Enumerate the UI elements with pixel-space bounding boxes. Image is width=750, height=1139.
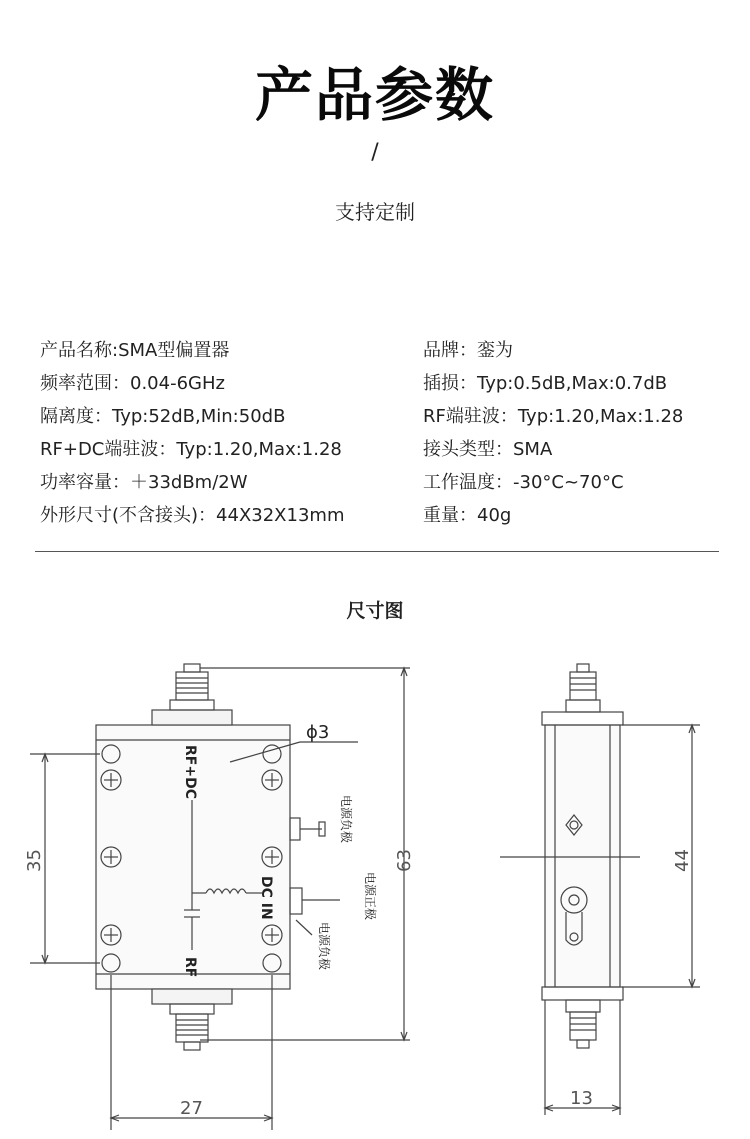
hole-label: ϕ3 bbox=[306, 722, 330, 743]
port-dc-in-label: DC IN bbox=[258, 876, 274, 920]
title-separator: / bbox=[371, 140, 379, 165]
page-subtitle: 支持定制 bbox=[335, 200, 415, 224]
spec-insertion-loss: 插损：Typ:0.5dB,Max:0.7dB bbox=[423, 373, 668, 394]
power-neg-label-2: 电源负极 bbox=[317, 922, 331, 971]
dim-44-label: 44 bbox=[672, 849, 693, 872]
page-title: 产品参数 bbox=[254, 61, 495, 129]
spec-product-name: 产品名称:SMA型偏置器 bbox=[40, 340, 230, 361]
spec-dimensions: 外形尺寸(不含接头)：44X32X13mm bbox=[40, 505, 345, 526]
spec-weight: 重量：40g bbox=[423, 505, 512, 526]
dim-13-label: 13 bbox=[570, 1088, 593, 1109]
port-rf-label: RF bbox=[182, 957, 198, 978]
dc-pins bbox=[290, 818, 340, 914]
side-view-body bbox=[542, 712, 623, 1000]
dim-63-label: 63 bbox=[394, 849, 415, 872]
bottom-sma-connector bbox=[152, 989, 232, 1050]
power-pos-label: 电源正极 bbox=[363, 872, 377, 921]
section-divider bbox=[35, 551, 719, 552]
spec-isolation: 隔离度：Typ:52dB,Min:50dB bbox=[40, 406, 286, 427]
dim-35-label: 35 bbox=[24, 849, 45, 872]
spec-rfdc-vswr: RF+DC端驻波：Typ:1.20,Max:1.28 bbox=[40, 439, 342, 460]
side-bottom-connector bbox=[566, 1000, 600, 1048]
spec-temperature: 工作温度：-30°C~70°C bbox=[423, 472, 624, 493]
top-sma-connector bbox=[152, 664, 232, 725]
dimension-drawing bbox=[0, 640, 750, 1139]
dim-27-label: 27 bbox=[180, 1098, 203, 1119]
spec-connector: 接头类型：SMA bbox=[423, 439, 553, 460]
dimension-drawing-title: 尺寸图 bbox=[346, 600, 404, 622]
side-top-connector bbox=[566, 664, 600, 712]
port-rf-dc-label: RF+DC bbox=[182, 745, 198, 799]
spec-rf-vswr: RF端驻波：Typ:1.20,Max:1.28 bbox=[423, 406, 684, 427]
spec-frequency: 频率范围：0.04-6GHz bbox=[40, 373, 225, 394]
spec-power: 功率容量：＋33dBm/2W bbox=[40, 472, 248, 493]
power-neg-label-1: 电源负极 bbox=[339, 795, 353, 844]
spec-brand: 品牌：銮为 bbox=[423, 340, 513, 361]
